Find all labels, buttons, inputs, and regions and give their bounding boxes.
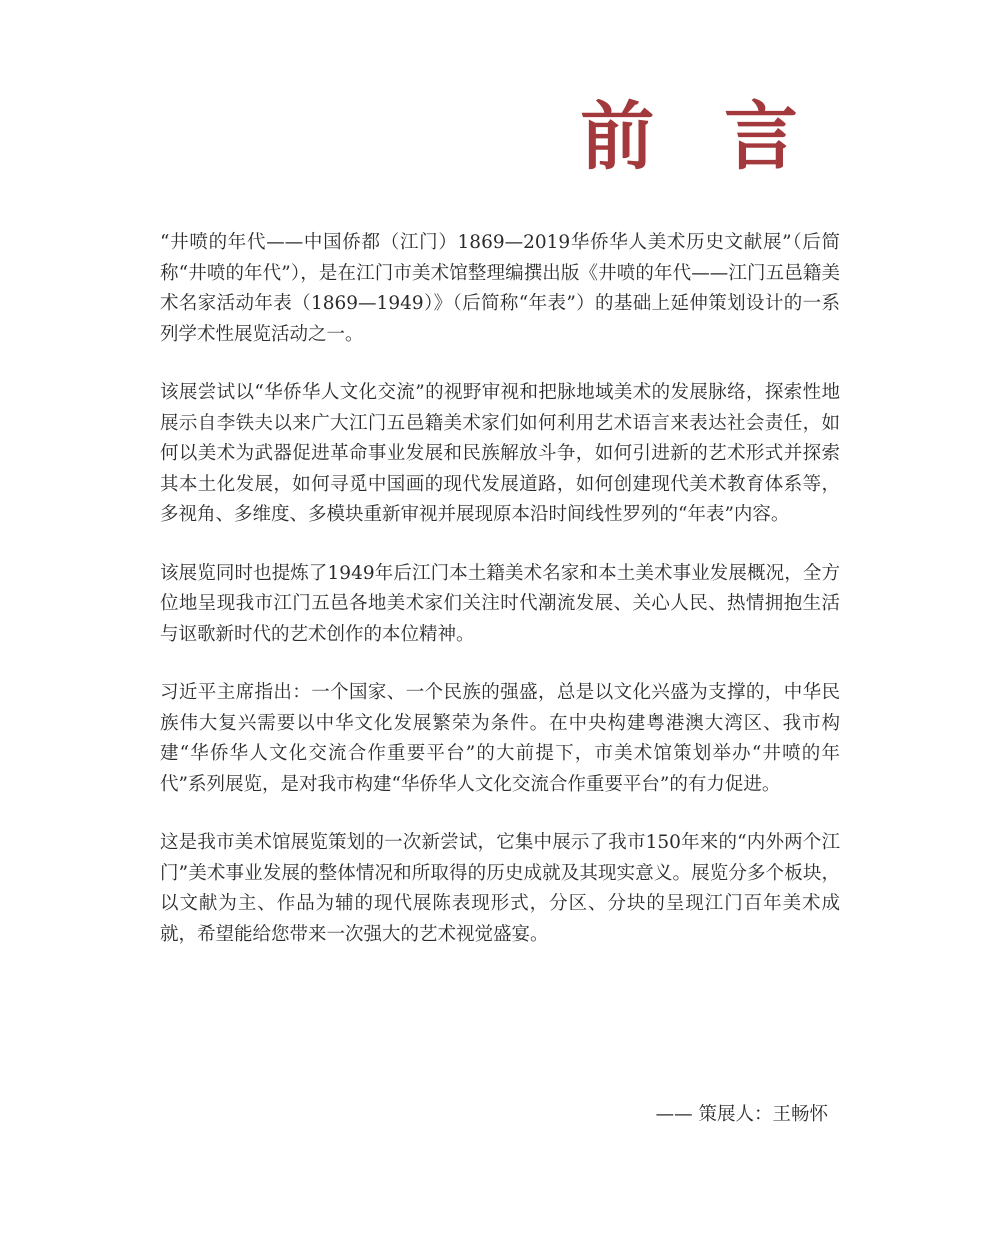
paragraph-2: 该展尝试以“华侨华人文化交流”的视野审视和把脉地域美术的发展脉络，探索性地展示自李铁夫以来广大江门五邑籍美术家们如何利用艺术语言来表达社会责任，如何以美术为武器促进革命事业发展和民族解放斗争，如何引进新的艺术形式并探索其本土化发展，如何寻觅中国画的现代发展道路，如何创建现代美术教育体系等，多视角、多维度、多模块重新审视并展现原本沿时间线性罗列的“年表”内容。 (160, 382, 840, 525)
paragraph-1: “井喷的年代——中国侨都（江门）1869—2019华侨华人美术历史文献展”（后简称“井喷的年代”），是在江门市美术馆整理编撰出版《井喷的年代——江门五邑籍美术名家活动年表（1869—1949）》（后简称“年表”）的基础上延伸策划设计的一系列学术性展览活动之一。 (160, 232, 840, 345)
curator-signature: —— 策展人：王畅怀 (655, 1104, 828, 1125)
page-title: 前 言 (580, 94, 820, 180)
paragraph-5: 这是我市美术馆展览策划的一次新尝试，它集中展示了我市150年来的“内外两个江门”美术事业发展的整体情况和所取得的历史成就及其现实意义。展览分多个板块，以文献为主、作品为辅的现代展陈表现形式，分区、分块的呈现江门百年美术成就，希望能给您带来一次强大的艺术视觉盛宴。 (160, 832, 840, 945)
paragraph-3: 该展览同时也提炼了1949年后江门本土籍美术名家和本土美术事业发展概况，全方位地呈现我市江门五邑各地美术家们关注时代潮流发展、关心人民、热情拥抱生活与讴歌新时代的艺术创作的本位精神。 (160, 562, 840, 645)
preface-body (160, 228, 840, 978)
paragraph-4: 习近平主席指出：一个国家、一个民族的强盛，总是以文化兴盛为支撑的，中华民族伟大复兴需要以中华文化发展繁荣为条件。在中央构建粤港澳大湾区、我市构建“华侨华人文化交流合作重要平台”的大前提下，市美术馆策划举办“井喷的年代”系列展览，是对我市构建“华侨华人文化交流合作重要平台”的有力促进。 (160, 682, 840, 795)
